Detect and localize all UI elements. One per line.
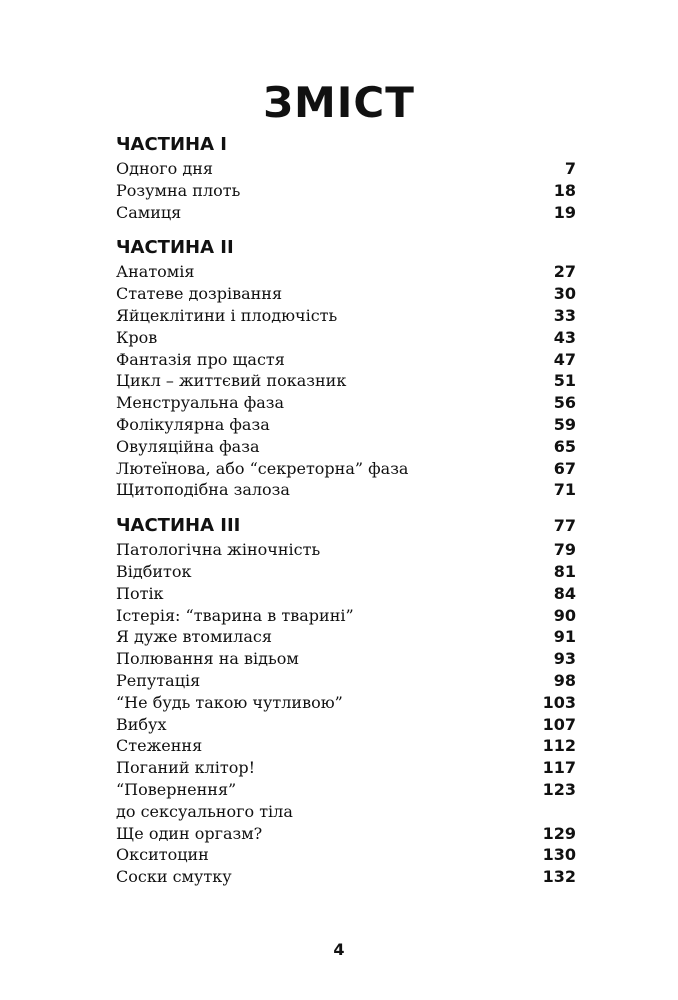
toc-entry-page: 117 [542, 758, 576, 778]
toc-entry-page: 59 [553, 414, 576, 434]
toc-entry-page: 67 [553, 458, 576, 478]
toc-entry-title: “Не будь такою чутливою” [116, 692, 343, 712]
toc-entry-title: Кров [116, 327, 158, 347]
toc-entry-title: Стеження [116, 736, 203, 756]
toc-entry[interactable] [116, 349, 576, 371]
toc-entry[interactable] [116, 370, 576, 392]
toc-entry[interactable] [116, 583, 576, 605]
toc-entry-title: Статеве дозрівання [116, 284, 283, 304]
toc-entry-title: “Повернення” до сексуального тіла [116, 779, 293, 821]
toc-entry[interactable] [116, 605, 576, 627]
toc-entry-page: 107 [542, 714, 576, 734]
toc-entry-title: Фантазія про щастя [116, 349, 285, 369]
table-of-contents [116, 132, 576, 900]
toc-entry[interactable] [116, 670, 576, 692]
toc-entry-title: Відбиток [116, 561, 192, 581]
toc-entry-page: 71 [553, 480, 576, 500]
toc-entry[interactable] [116, 283, 576, 305]
toc-entry-page: 56 [553, 393, 576, 413]
page-number: 4 [333, 940, 345, 959]
part-heading [116, 513, 576, 539]
toc-entry[interactable] [116, 648, 576, 670]
toc-entry[interactable] [116, 479, 576, 501]
toc-entry-page: 18 [553, 180, 576, 200]
toc-entry-title: Яйцеклітини і плодючість [116, 305, 338, 325]
toc-entry[interactable] [116, 261, 576, 283]
toc-entry-title: Одного дня [116, 159, 213, 178]
toc-entry-page: 123 [542, 779, 576, 799]
toc-entry-title: Анатомія [116, 262, 195, 282]
toc-entry[interactable] [116, 714, 576, 736]
toc-entry-title: Лютеїнова, або “секреторна” фаза [116, 458, 409, 478]
toc-entry-title: Окситоцин [116, 845, 209, 865]
toc-entry-page: 84 [553, 583, 576, 603]
toc-entry-page: 129 [542, 823, 576, 843]
toc-entry-page: 81 [553, 561, 576, 581]
toc-entry-title: Цикл – життєвий показник [116, 371, 347, 391]
toc-entry[interactable] [116, 561, 576, 583]
toc-entry-page: 132 [542, 867, 576, 887]
toc-entry-page: 65 [553, 436, 576, 456]
toc-entry-page: 19 [553, 202, 576, 222]
toc-entry[interactable] [116, 305, 576, 327]
toc-entry-page: 79 [553, 540, 576, 560]
toc-entry-page: 27 [553, 262, 576, 282]
toc-part [116, 513, 576, 888]
toc-entry-title: Істерія: “тварина в тварині” [116, 605, 354, 625]
toc-entry[interactable] [116, 779, 576, 823]
toc-entry-page: 98 [553, 670, 576, 690]
toc-entry-title: Розумна плоть [116, 180, 241, 200]
toc-entry-title: Патологічна жіночність [116, 540, 321, 560]
toc-entry-page: 33 [553, 305, 576, 325]
toc-entry-page: 90 [553, 605, 576, 625]
toc-entry[interactable] [116, 823, 576, 845]
part-heading-label: ЧАСТИНА ІІ [116, 237, 234, 259]
toc-entry[interactable] [116, 844, 576, 866]
part-heading-label: ЧАСТИНА ІІІ [116, 515, 241, 537]
toc-part [116, 132, 576, 223]
page-title: ЗМІСТ [263, 78, 415, 127]
part-page-number: 77 [553, 516, 576, 536]
toc-entry[interactable] [116, 539, 576, 561]
toc-entry-page: 91 [553, 627, 576, 647]
toc-entry-title: Соски смутку [116, 867, 232, 887]
toc-entry-page: 51 [553, 371, 576, 391]
toc-entry-title: Я дуже втомилася [116, 627, 272, 647]
toc-entry-title: Потік [116, 583, 164, 603]
toc-entry[interactable] [116, 180, 576, 202]
toc-entry-page: 112 [542, 736, 576, 756]
toc-part [116, 235, 576, 501]
toc-entry-title: Менструальна фаза [116, 393, 285, 413]
toc-entry[interactable] [116, 866, 576, 888]
toc-entry-title: Вибух [116, 714, 167, 734]
toc-entry-title: Полювання на відьом [116, 649, 299, 669]
toc-entry-title: Фолікулярна фаза [116, 414, 270, 434]
toc-entry-title: Репутація [116, 670, 201, 690]
toc-entry-page: 30 [553, 284, 576, 304]
toc-entry[interactable] [116, 202, 576, 224]
toc-entry-title: Щитоподібна залоза [116, 480, 290, 500]
toc-entry-page: 7 [564, 159, 576, 178]
toc-entry[interactable] [116, 692, 576, 714]
toc-entry-page: 47 [553, 349, 576, 369]
toc-entry[interactable] [116, 626, 576, 648]
toc-entry-title: Овуляційна фаза [116, 436, 260, 456]
toc-entry-page: 93 [553, 649, 576, 669]
part-heading [116, 235, 576, 261]
toc-entry[interactable] [116, 458, 576, 480]
toc-entry[interactable] [116, 735, 576, 757]
part-heading [116, 132, 576, 158]
toc-entry[interactable] [116, 414, 576, 436]
toc-entry-title: Поганий клітор! [116, 758, 256, 778]
toc-entry-title: Ще один оргазм? [116, 823, 263, 843]
toc-entry-page: 103 [542, 692, 576, 712]
toc-entry-page: 130 [542, 845, 576, 865]
toc-entry[interactable] [116, 436, 576, 458]
part-heading-label: ЧАСТИНА І [116, 134, 227, 155]
toc-entry[interactable] [116, 327, 576, 349]
toc-entry-page: 43 [553, 327, 576, 347]
toc-entry[interactable] [116, 158, 576, 180]
toc-entry-title: Самиця [116, 202, 182, 222]
toc-entry[interactable] [116, 392, 576, 414]
toc-entry[interactable] [116, 757, 576, 779]
